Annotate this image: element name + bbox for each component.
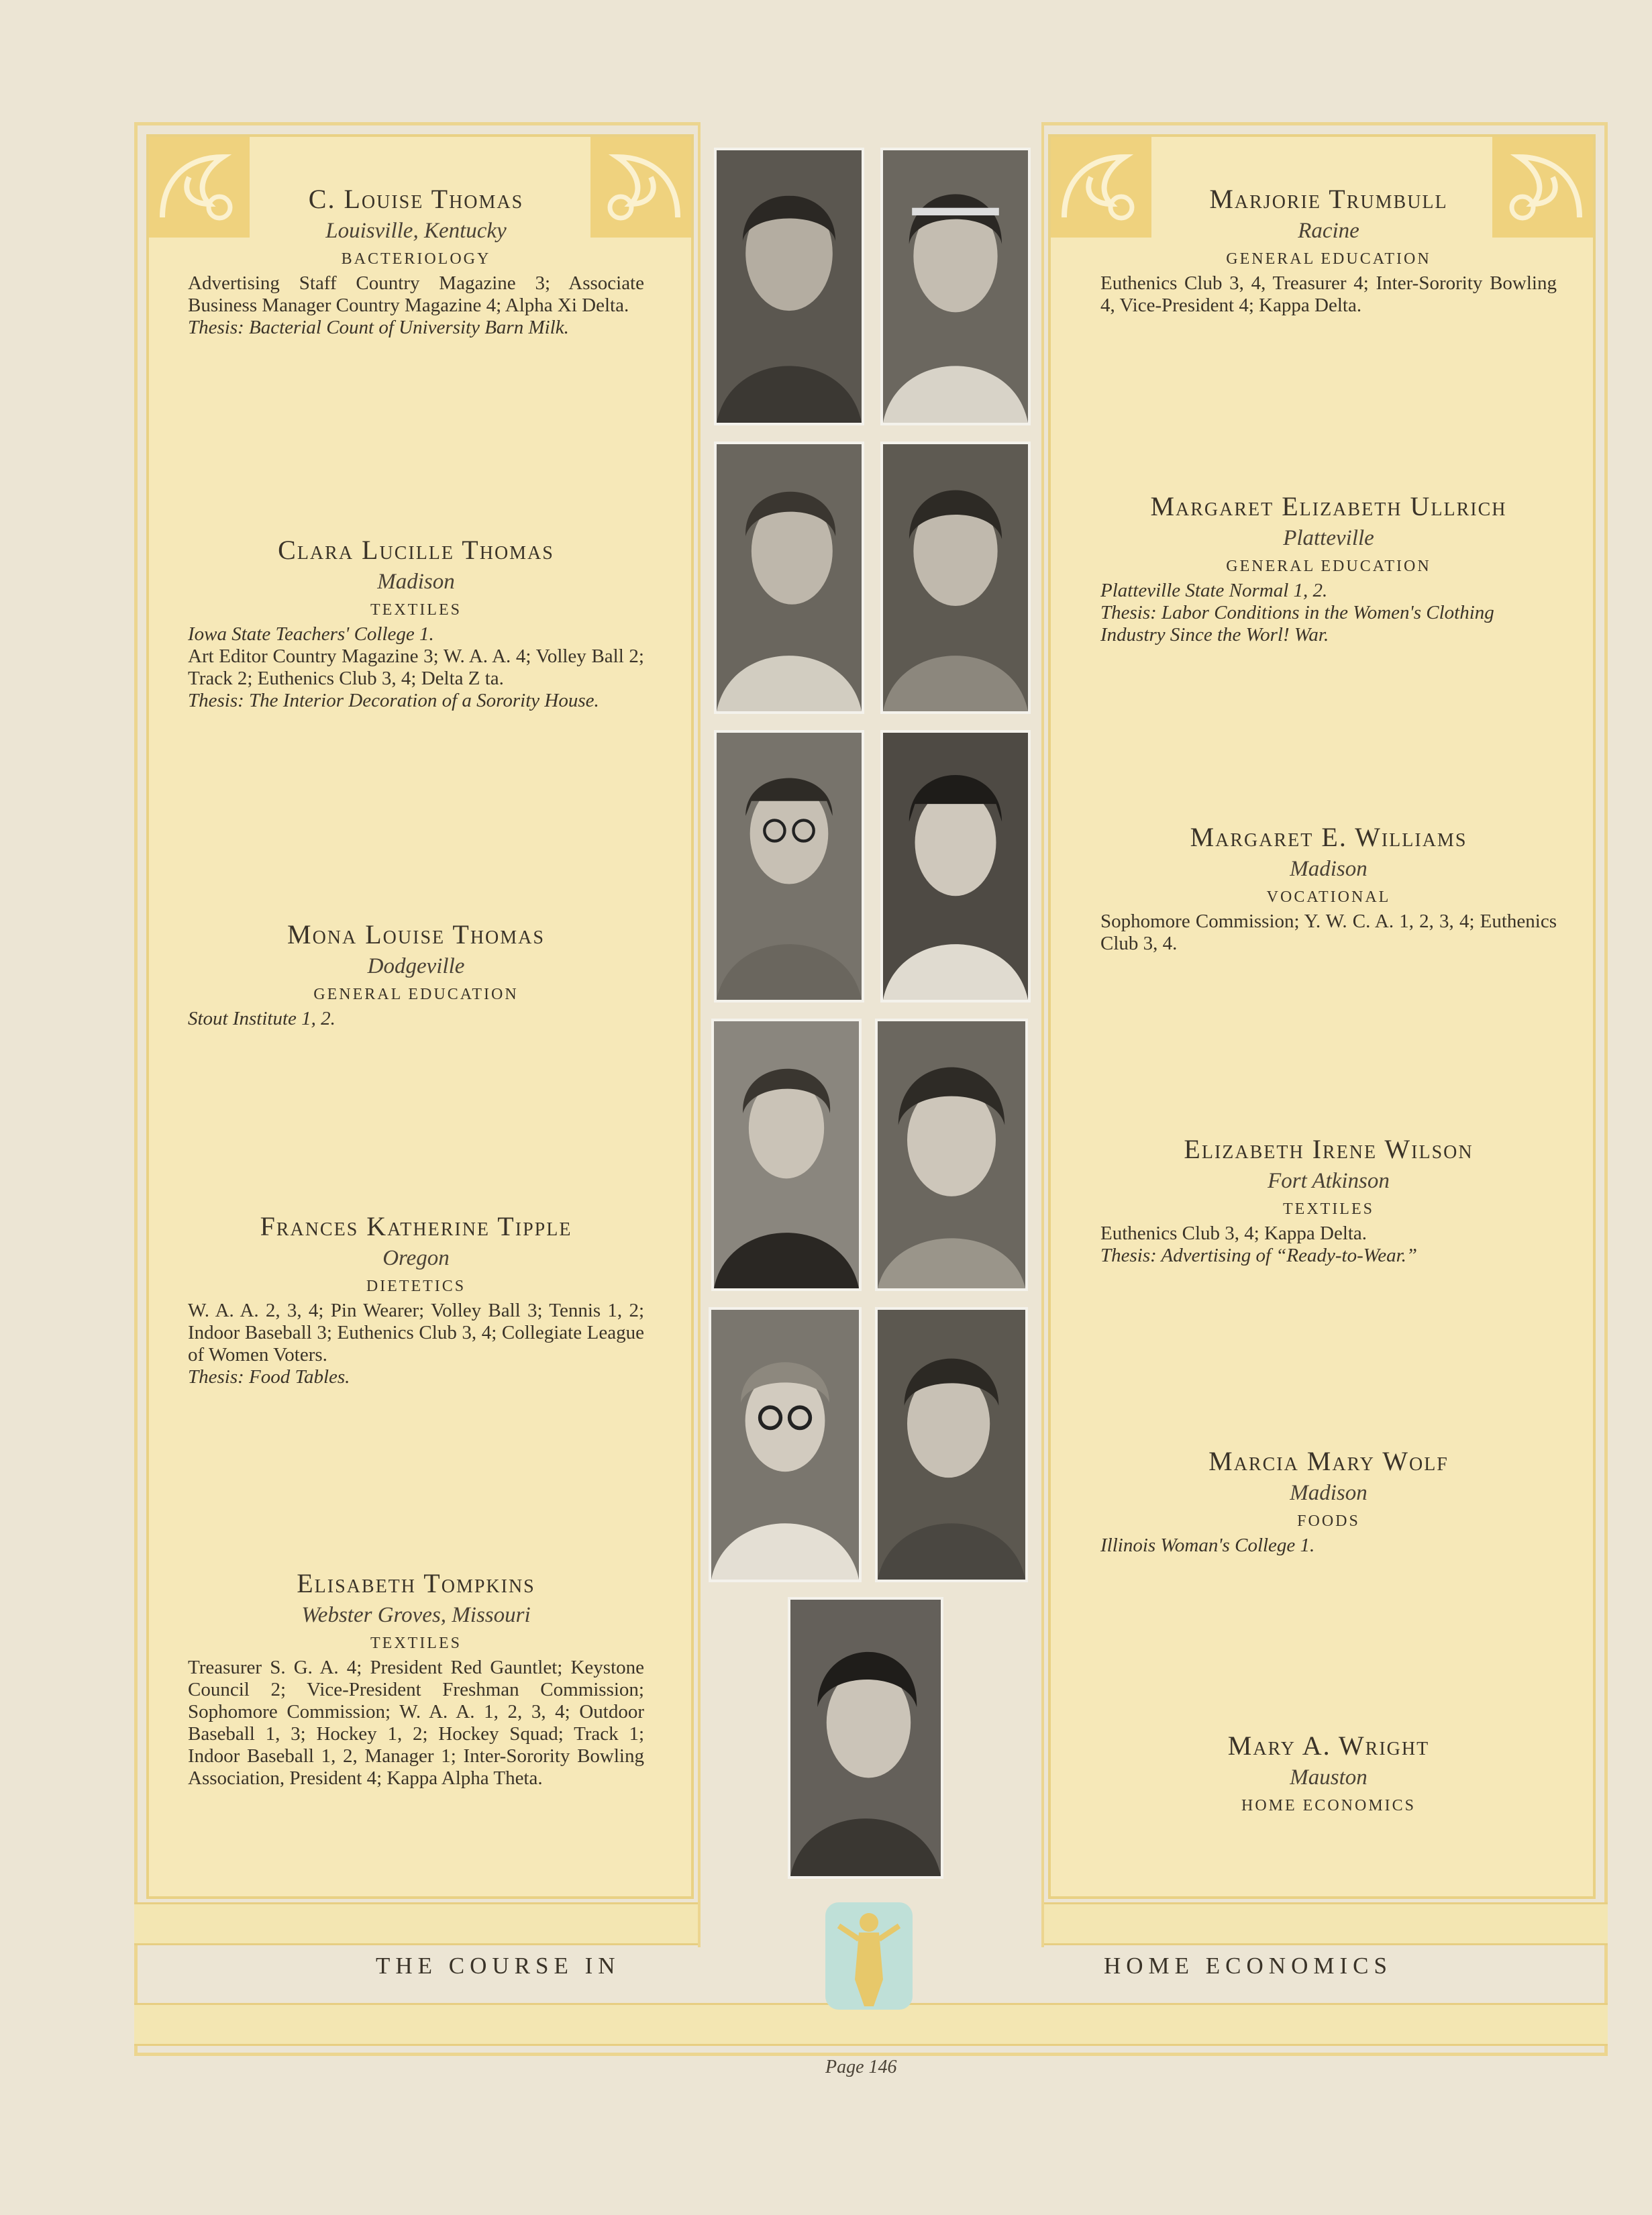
student-name: Frances Katherine Tipple [260, 1211, 572, 1241]
student-department: FOODS [1297, 1512, 1360, 1530]
student-hometown: Webster Groves, Missouri [301, 1603, 531, 1627]
student-entry [188, 1567, 644, 1790]
student-department: TEXTILES [370, 601, 462, 619]
portrait-photo [875, 1019, 1028, 1291]
student-name: Elizabeth Irene Wilson [1184, 1134, 1474, 1164]
portrait-photo [875, 1307, 1028, 1582]
student-activities: W. A. A. 2, 3, 4; Pin Wearer; Volley Ball 3; Tennis 1, 2; Indoor Baseball 3; Euthenics Club 3, 4; Collegiate League of Women Voters. [188, 1300, 644, 1366]
student-department: HOME ECONOMICS [1241, 1797, 1416, 1814]
student-entry [1100, 1133, 1557, 1267]
student-entry [1100, 821, 1557, 955]
student-entry [188, 183, 644, 339]
student-prior-school: Platteville State Normal 1, 2. [1100, 580, 1328, 601]
student-hometown: Madison [377, 570, 455, 594]
student-entry [1100, 1729, 1557, 1819]
student-prior-school: Stout Institute 1, 2. [188, 1008, 335, 1029]
student-activities: Art Editor Country Magazine 3; W. A. A. 4; Volley Ball 2; Track 2; Euthenics Club 3, 4; Delta Z ta. [188, 646, 644, 689]
student-hometown: Dodgeville [367, 954, 465, 978]
student-hometown: Oregon [382, 1246, 450, 1270]
student-thesis: Thesis: Food Tables. [188, 1366, 350, 1388]
student-department: VOCATIONAL [1266, 888, 1391, 906]
page-number: Page 146 [825, 2057, 897, 2077]
student-entry [188, 1210, 644, 1388]
portrait-photo [711, 1019, 862, 1291]
right-text-panel [1048, 134, 1596, 1899]
student-department: GENERAL EDUCATION [1226, 558, 1431, 575]
student-entry [188, 918, 644, 1030]
portrait-photo [714, 730, 864, 1002]
student-name: Elisabeth Tompkins [297, 1568, 535, 1598]
student-thesis: Thesis: The Interior Decoration of a Sorority House. [188, 690, 599, 711]
student-entry [1100, 183, 1557, 317]
student-name: Margaret Elizabeth Ullrich [1150, 491, 1507, 521]
portrait-photo [880, 730, 1031, 1002]
student-hometown: Louisville, Kentucky [325, 219, 507, 243]
student-prior-school: Iowa State Teachers' College 1. [188, 623, 434, 645]
student-department: GENERAL EDUCATION [1226, 250, 1431, 268]
student-activities: Euthenics Club 3, 4, Treasurer 4; Inter-Sorority Bowling 4, Vice-President 4; Kappa Delta. [1100, 272, 1557, 316]
portrait-photo [788, 1597, 943, 1879]
student-department: TEXTILES [370, 1635, 462, 1652]
student-hometown: Madison [1290, 857, 1367, 881]
student-name: Margaret E. Williams [1190, 822, 1467, 852]
student-entry [188, 533, 644, 712]
student-thesis: Thesis: Bacterial Count of University Barn Milk. [188, 317, 569, 338]
footer-course-label: THE COURSE IN [376, 1953, 621, 1979]
student-department: GENERAL EDUCATION [313, 986, 519, 1003]
student-name: Mona Louise Thomas [287, 919, 545, 949]
portrait-photo [880, 442, 1031, 714]
student-name: Mary A. Wright [1227, 1731, 1430, 1761]
statue-emblem-icon [819, 1899, 919, 2013]
student-activities: Sophomore Commission; Y. W. C. A. 1, 2, 3, 4; Euthenics Club 3, 4. [1100, 911, 1557, 954]
student-hometown: Racine [1298, 219, 1359, 243]
student-department: TEXTILES [1283, 1200, 1374, 1218]
student-thesis: Thesis: Labor Conditions in the Women's Clothing Industry Since the Worl! War. [1100, 602, 1494, 646]
student-activities: Treasurer S. G. A. 4; President Red Gauntlet; Keystone Council 2; Vice-President Freshman Commission; Sophomore Commission; W. A. A. 1, 2, 3, 4; Outdoor Baseball 1, 3; Hockey 1, 2; Hockey Squad; Track 1; Indoor Baseball 1, 2, Manager 1; Inter-Sorority Bowling Association, President 4; Kappa Alpha Theta. [188, 1657, 644, 1789]
student-entry [1100, 490, 1557, 646]
student-entry [1100, 1445, 1557, 1557]
student-name: Marcia Mary Wolf [1208, 1446, 1449, 1476]
student-department: DIETETICS [366, 1278, 466, 1295]
student-prior-school: Illinois Woman's College 1. [1100, 1535, 1315, 1556]
student-thesis: Thesis: Advertising of “Ready-to-Wear.” [1100, 1245, 1418, 1266]
student-activities: Advertising Staff Country Magazine 3; Associate Business Manager Country Magazine 4; Alpha Xi Delta. [188, 272, 644, 316]
student-department: BACTERIOLOGY [341, 250, 491, 268]
portrait-photo [880, 148, 1031, 425]
student-hometown: Mauston [1290, 1765, 1367, 1790]
student-hometown: Platteville [1283, 526, 1374, 550]
student-hometown: Fort Atkinson [1268, 1169, 1390, 1193]
student-activities: Euthenics Club 3, 4; Kappa Delta. [1100, 1223, 1367, 1244]
student-name: Marjorie Trumbull [1209, 184, 1448, 214]
footer-subject-label: HOME ECONOMICS [1104, 1953, 1392, 1979]
student-hometown: Madison [1290, 1481, 1367, 1505]
student-name: Clara Lucille Thomas [278, 535, 554, 565]
portrait-photo [714, 148, 864, 425]
student-name: C. Louise Thomas [308, 184, 524, 214]
portrait-photo [709, 1307, 862, 1582]
portrait-photo [714, 442, 864, 714]
